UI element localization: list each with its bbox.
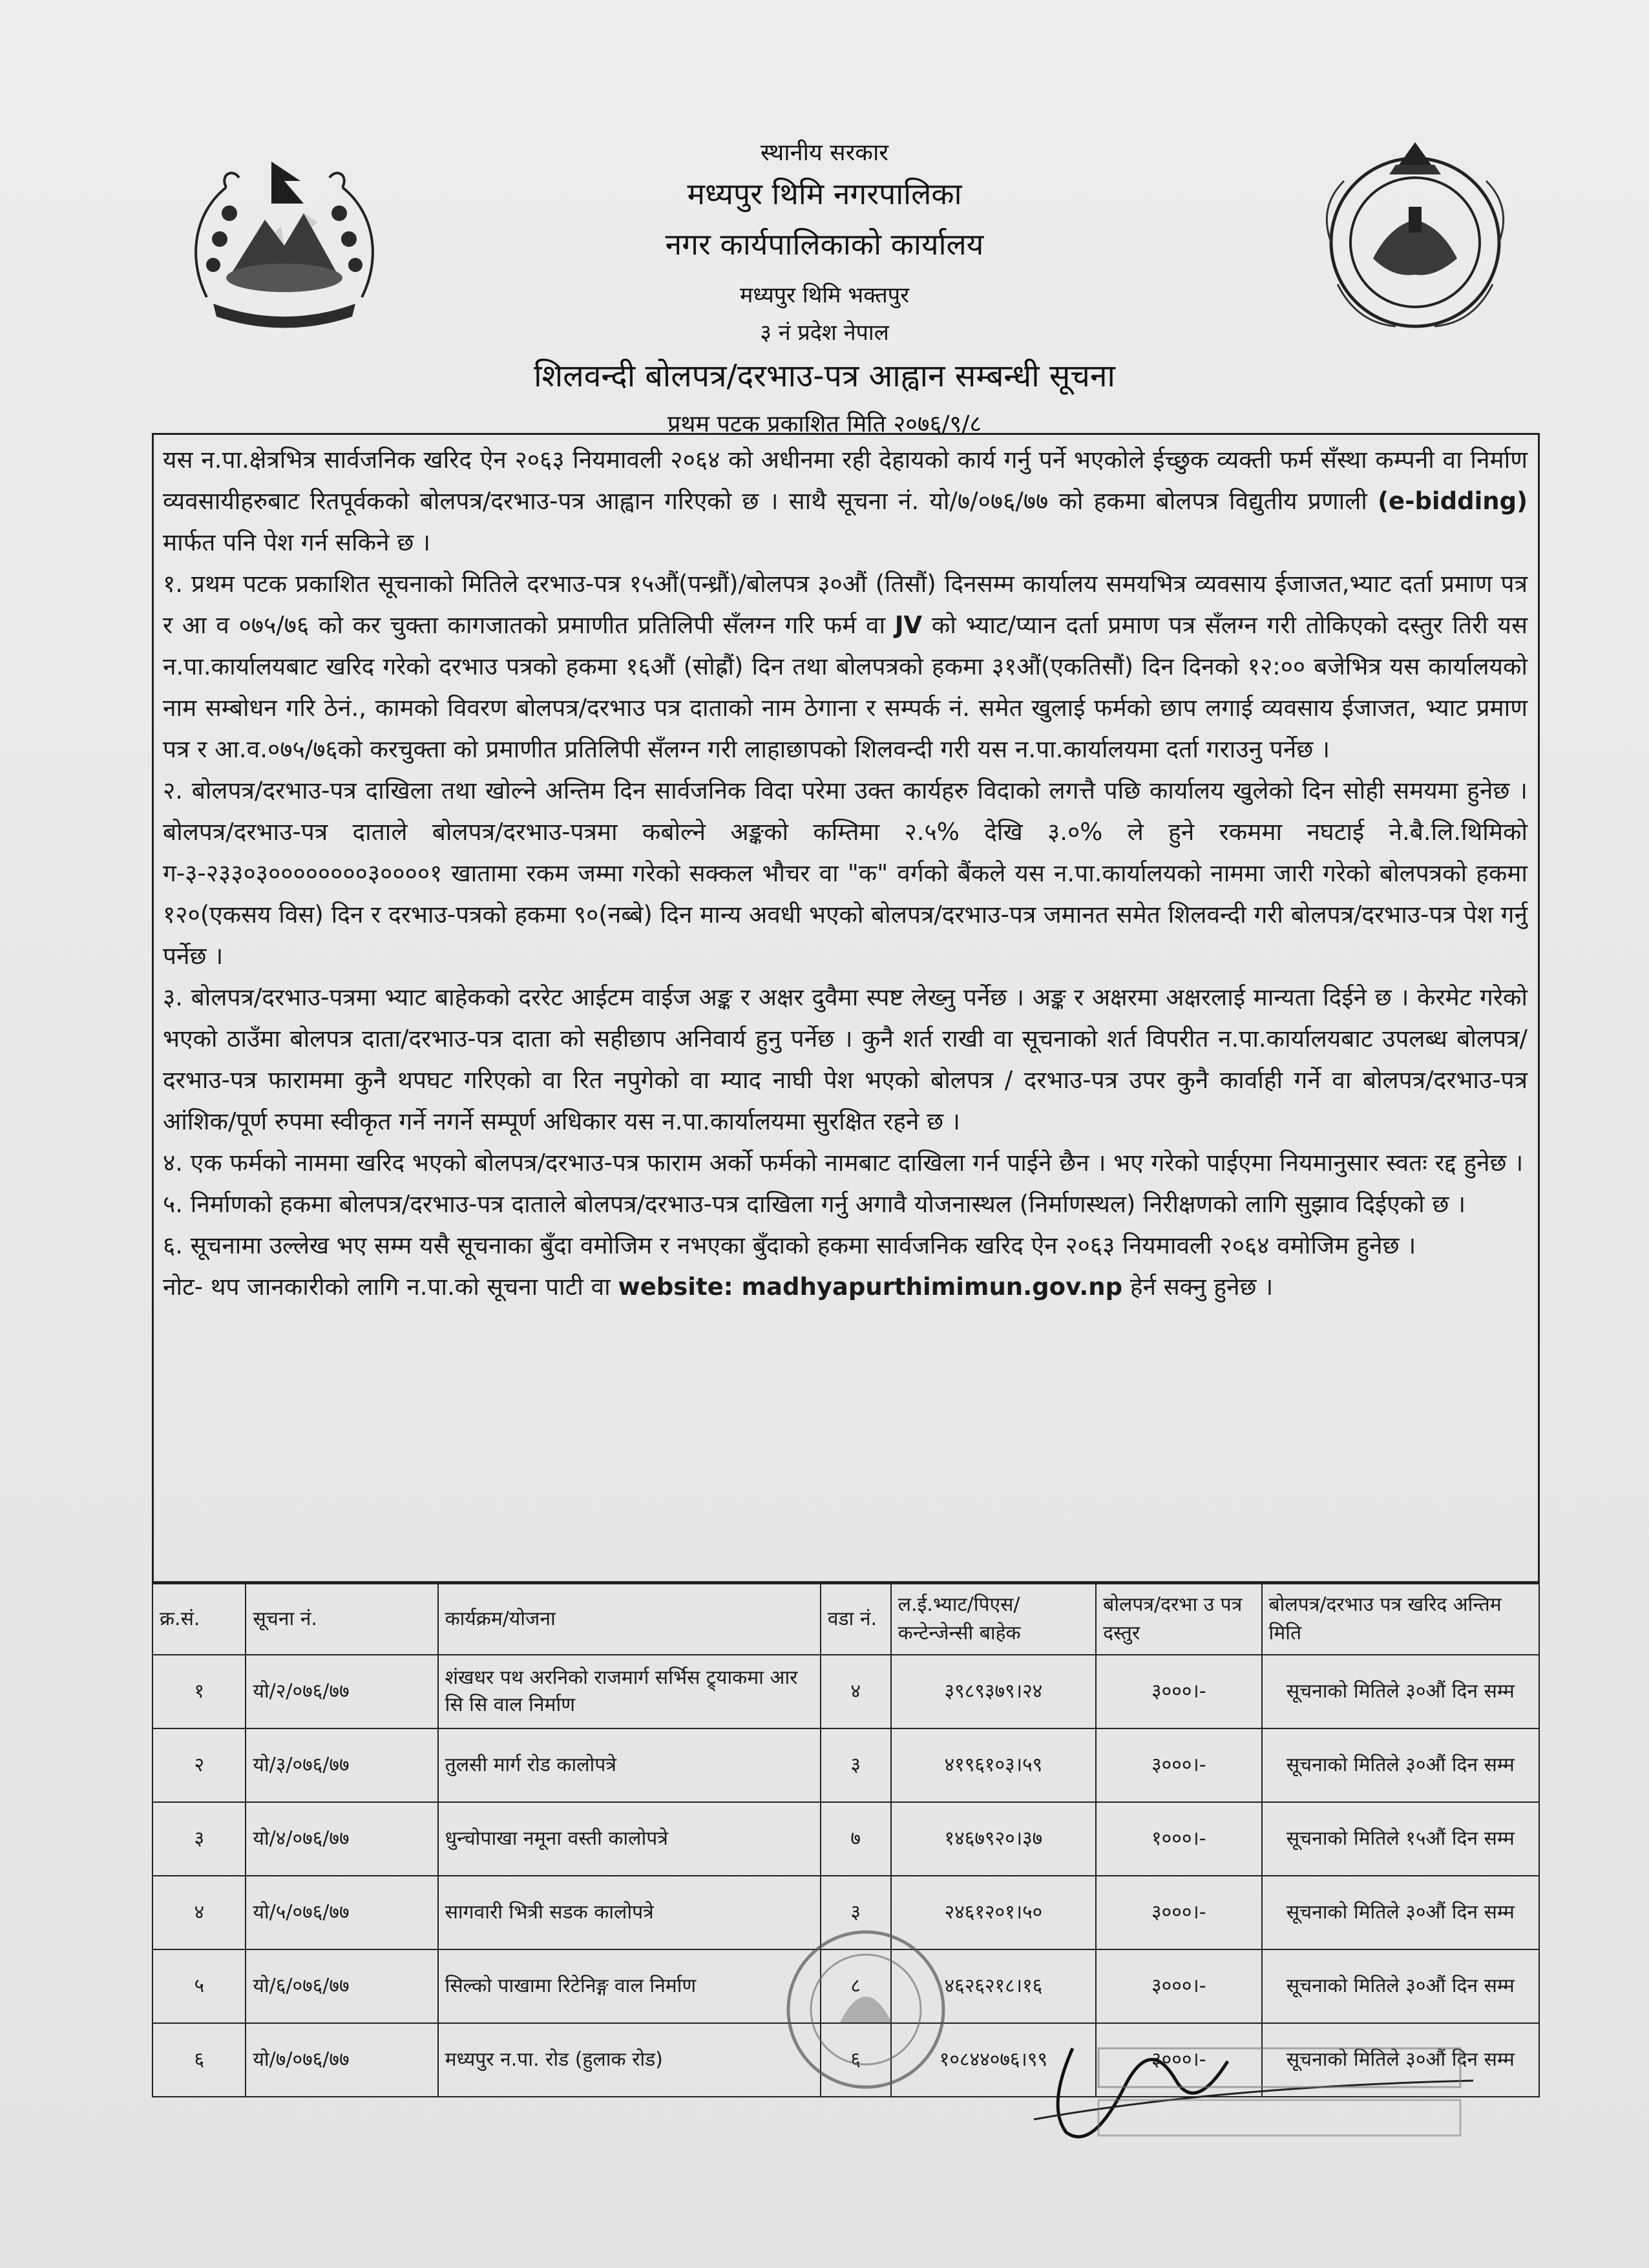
cell-notice-no: यो/५/०७६/७७ xyxy=(246,1876,437,1949)
cell-fee: ३०००।- xyxy=(1096,1949,1261,2023)
note-line: नोट- थप जानकारीको लागि न.पा.को सूचना पाटी वा website: madhyapurthimimun.gov.np हेर्न सक्नु हुनेछ । xyxy=(163,1273,1274,1301)
cell-last-date: सूचनाको मितिले ३०औं दिन सम्म xyxy=(1262,1655,1539,1728)
notice-body xyxy=(163,439,1528,1308)
cell-notice-no: यो/७/०७६/७७ xyxy=(246,2023,437,2097)
cell-cost-estimate: २४६१२०१।५० xyxy=(891,1876,1096,1949)
cell-sn: १ xyxy=(152,1655,246,1728)
cell-ward: ८ xyxy=(821,1949,891,2023)
col-header-cost-estimate: ल.ई.भ्याट/पिएस/ कन्टेन्जेन्सी बाहेक xyxy=(891,1584,1096,1655)
cell-fee: ३०००।- xyxy=(1096,1876,1261,1949)
cell-notice-no: यो/४/०७६/७७ xyxy=(246,1802,437,1876)
cell-sn: ३ xyxy=(152,1802,246,1876)
cell-last-date: सूचनाको मितिले ३०औं दिन सम्म xyxy=(1262,1728,1539,1802)
clause-5: ५. निर्माणको हकमा बोलपत्र/दरभाउ-पत्र दाताले बोलपत्र/दरभाउ-पत्र दाखिला गर्नु अगावै योजनास्थल (निर्माणस्थल) निरीक्षणको लागि सुझाव दिईएको छ । xyxy=(163,1190,1466,1218)
header-municipality-name: मध्यपुर थिमि नगरपालिका xyxy=(687,176,962,211)
clause-4: ४. एक फर्मको नाममा खरिद भएको बोलपत्र/दरभाउ-पत्र फाराम अर्को फर्मको नामबाट दाखिला गर्न पाईने छैन । भए गरेको पाईएमा नियमानुसार स्वतः रद्द हुनेछ । xyxy=(163,1149,1524,1177)
cell-program: धुन्चोपाखा नमूना वस्ती कालोपत्रे xyxy=(438,1802,821,1876)
col-header-last-date: बोलपत्र/दरभाउ पत्र खरिद अन्तिम मिति xyxy=(1262,1584,1539,1655)
cell-notice-no: यो/३/०७६/७७ xyxy=(246,1728,437,1802)
cell-last-date: सूचनाको मितिले ३०औं दिन सम्म xyxy=(1262,1876,1539,1949)
published-date: प्रथम पटक प्रकाशित मिति २०७६/९/८ xyxy=(667,411,982,437)
header-office-name: नगर कार्यपालिकाको कार्यालय xyxy=(665,227,984,262)
website-link[interactable]: website: madhyapurthimimun.gov.np xyxy=(618,1273,1123,1301)
col-header-notice-no: सूचना नं. xyxy=(246,1584,437,1655)
cell-cost-estimate: ४६२६२१८।१६ xyxy=(891,1949,1096,2023)
office-stamp-icon xyxy=(769,1913,963,2106)
cell-fee: ३०००।- xyxy=(1096,2023,1261,2097)
cell-notice-no: यो/२/०७६/७७ xyxy=(246,1655,437,1728)
cell-sn: ६ xyxy=(152,2023,246,2097)
table-row xyxy=(152,1655,1539,1728)
col-header-program: कार्यक्रम/योजना xyxy=(438,1584,821,1655)
cell-program: मध्यपुर न.पा. रोड (हुलाक रोड) xyxy=(438,2023,821,2097)
header-local-government: स्थानीय सरकार xyxy=(761,140,888,166)
cell-ward: ३ xyxy=(821,1876,891,1949)
cell-cost-estimate: ३९८९३७९।२४ xyxy=(891,1655,1096,1728)
table-row xyxy=(152,1802,1539,1876)
cell-sn: ४ xyxy=(152,1876,246,1949)
clause-2: २. बोलपत्र/दरभाउ-पत्र दाखिला तथा खोल्ने अन्तिम दिन सार्वजनिक विदा परेमा उक्त कार्यहरु विदाको लगत्तै पछि कार्यालय खुलेको दिन सोही समयमा हुनेछ । बोलपत्र/दरभाउ-पत्र दाताले बोलपत्र/दरभाउ-पत्रमा कबोल्ने अङ्कको कम्तिमा २.५% देखि ३.०% ले हुने रकममा नघटाई ने.बै.लि.थिमिको ग-३-२३३०३००००००००३००००१ खातामा रकम जम्मा गरेको सक्कल भौचर वा "क" वर्गको बैंकले यस न.पा.कार्यालयको नाममा जारी गरेको बोलपत्रको हकमा १२०(एकसय विस) दिन र दरभाउ-पत्रको हकमा ९०(नब्बे) दिन मान्य अवधी भएको बोलपत्र/दरभाउ-पत्र जमानत समेत शिलवन्दी गरी बोलपत्र/दरभाउ-पत्र पेश गर्नु पर्नेछ । xyxy=(163,777,1528,970)
col-header-fee: बोलपत्र/दरभा उ पत्र दस्तुर xyxy=(1096,1584,1261,1655)
header-address: मध्यपुर थिमि भक्तपुर xyxy=(739,282,910,308)
cell-program: सिल्को पाखामा रिटेनिङ्ग वाल निर्माण xyxy=(438,1949,821,2023)
cell-last-date: सूचनाको मितिले ३०औं दिन सम्म xyxy=(1262,1949,1539,2023)
signature-icon xyxy=(1021,2010,1486,2203)
cell-sn: २ xyxy=(152,1728,246,1802)
cell-fee: ३०००।- xyxy=(1096,1728,1261,1802)
cell-fee: १०००।- xyxy=(1096,1802,1261,1876)
cell-ward: ३ xyxy=(821,1728,891,1802)
table-row xyxy=(152,1728,1539,1802)
intro-paragraph: यस न.पा.क्षेत्रभित्र सार्वजनिक खरिद ऐन २०६३ नियमावली २०६४ को अधीनमा रही देहायको कार्य गर्नु पर्ने भएकोले ईच्छुक व्यक्ती फर्म सँस्था कम्पनी वा निर्माण व्यवसायीहरुबाट रितपूर्वकको बोलपत्र/दरभाउ-पत्र आह्वान गरिएको छ । साथै सूचना नं. यो/७/०७६/७७ को हकमा बोलपत्र विद्युतीय प्रणाली (e-bidding) मार्फत पनि पेश गर्न सकिने छ । xyxy=(163,446,1528,556)
cell-ward: ६ xyxy=(821,2023,891,2097)
cell-last-date: सूचनाको मितिले १५औं दिन सम्म xyxy=(1262,1802,1539,1876)
cell-notice-no: यो/६/०७६/७७ xyxy=(246,1949,437,2023)
cell-program: शंखधर पथ अरनिको राजमार्ग सर्भिस ट्र्याकमा आर सि सि वाल निर्माण xyxy=(438,1655,821,1728)
cell-fee: ३०००।- xyxy=(1096,1655,1261,1728)
cell-cost-estimate: १०८४४०७६।९९ xyxy=(891,2023,1096,2097)
cell-ward: ७ xyxy=(821,1802,891,1876)
cell-program: सागवारी भित्री सडक कालोपत्रे xyxy=(438,1876,821,1949)
clause-1: १. प्रथम पटक प्रकाशित सूचनाको मितिले दरभाउ-पत्र १५औं(पन्ध्रौं)/बोलपत्र ३०औं (तिसौं) दिनसम्म कार्यालय समयभित्र व्यवसाय ईजाजत,भ्याट दर्ता प्रमाण पत्र र आ व ०७५/७६ को कर चुक्ता कागजातको प्रमाणीत प्रतिलिपी सँलग्न गरि फर्म वा JV को भ्याट/प्यान दर्ता प्रमाण पत्र सँलग्न गरी तोकिएको दस्तुर तिरी यस न.पा.कार्यालयबाट खरिद गरेको दरभाउ पत्रको हकमा १६औं (सोह्रौं) दिन तथा बोलपत्रको हकमा ३१औं(एकतिसौं) दिन दिनको १२:०० बजेभित्र यस कार्यालयको नाम सम्बोधन गरि ठेनं., कामको विवरण बोलपत्र/दरभाउ पत्र दाताको नाम ठेगाना र सम्पर्क नं. समेत खुलाई फर्मको छाप लगाई व्यवसाय ईजाजत, भ्याट प्रमाण पत्र र आ.व.०७५/७६को करचुक्ता को प्रमाणीत प्रतिलिपी सँलग्न गरी लाहाछापको शिलवन्दी गरी यस न.पा.कार्यालयमा दर्ता गराउनु पर्नेछ । xyxy=(163,570,1528,763)
table-header-row xyxy=(152,1584,1539,1655)
cell-cost-estimate: ४१९६१०३।५९ xyxy=(891,1728,1096,1802)
header-province: ३ नं प्रदेश नेपाल xyxy=(760,320,889,346)
cell-last-date: सूचनाको मितिले ३०औं दिन सम्म xyxy=(1262,2023,1539,2097)
cell-program: तुलसी मार्ग रोड कालोपत्रे xyxy=(438,1728,821,1802)
cell-sn: ५ xyxy=(152,1949,246,2023)
clause-6: ६. सूचनामा उल्लेख भए सम्म यसै सूचनाका बुँदा वमोजिम र नभएका बुँदाको हकमा सार्वजनिक खरिद ऐन २०६३ नियमावली २०६४ वमोजिम हुनेछ । xyxy=(163,1232,1416,1259)
cell-ward: ४ xyxy=(821,1655,891,1728)
clause-3: ३. बोलपत्र/दरभाउ-पत्रमा भ्याट बाहेकको दररेट आईटम वाईज अङ्क र अक्षर दुवैमा स्पष्ट लेख्नु पर्नेछ । अङ्क र अक्षरमा अक्षरलाई मान्यता दिईने छ । केरमेट गरेको भएको ठाउँमा बोलपत्र दाता/दरभाउ-पत्र दाता को सहीछाप अनिवार्य हुनु पर्नेछ । कुनै शर्त राखी वा सूचनाको शर्त विपरीत न.पा.कार्यालयबाट उपलब्ध बोलपत्र/दरभाउ-पत्र फाराममा कुनै थपघट गरिएको वा रित नपुगेको वा म्याद नाघी पेश भएको बोलपत्र / दरभाउ-पत्र उपर कुनै कार्वाही गर्ने वा बोलपत्र/दरभाउ-पत्र आंशिक/पूर्ण रुपमा स्वीकृत गर्ने नगर्ने सम्पूर्ण अधिकार यस न.पा.कार्यालयमा सुरक्षित रहने छ । xyxy=(163,983,1528,1135)
cell-cost-estimate: १४६७९२०।३७ xyxy=(891,1802,1096,1876)
col-header-sn: क्र.सं. xyxy=(152,1584,246,1655)
notice-title: शिलवन्दी बोलपत्र/दरभाउ-पत्र आह्वान सम्बन्धी सूचना xyxy=(534,358,1115,394)
col-header-ward: वडा नं. xyxy=(821,1584,891,1655)
